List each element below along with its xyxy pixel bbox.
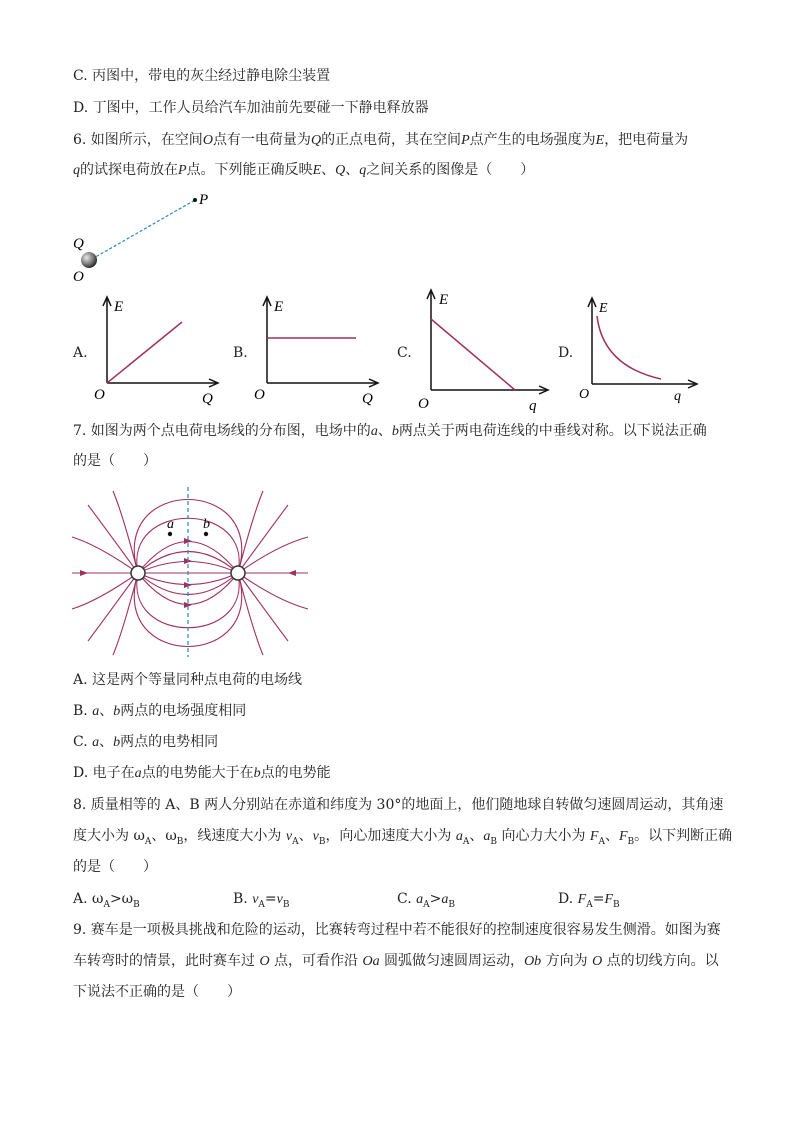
field-lines (72, 491, 308, 655)
point-b-label: b (203, 517, 210, 532)
svg-text:O: O (418, 396, 429, 412)
point-charge-ball (81, 252, 97, 268)
q6-charge-figure (65, 188, 225, 288)
graph-c-line (431, 319, 515, 390)
svg-text:Q: Q (202, 391, 213, 407)
q7-stem-line2: 的是（ ） (73, 453, 157, 469)
graph-a-line (107, 322, 182, 383)
point-p-label: P (199, 192, 209, 208)
q6-graph-c (416, 286, 556, 416)
q6-graph-b (252, 293, 387, 408)
charge-right (231, 566, 245, 580)
point-a (168, 532, 172, 536)
q7-field-lines-figure (68, 485, 313, 660)
q7-option-c: C. a、b两点的电势相同 (73, 734, 219, 750)
q5-option-d: D. 丁图中，工作人员给汽车加油前先要碰一下静电释放器 (73, 100, 429, 116)
svg-text:E: E (274, 299, 284, 315)
svg-text:Q: Q (362, 391, 373, 407)
q6-option-c-letter: C. (397, 345, 412, 361)
q8-option-a: A. $\omega_A>\omega_B$ (73, 891, 140, 910)
svg-text:q: q (529, 398, 537, 414)
svg-text:O: O (254, 387, 265, 403)
q9-stem-line2: 车转弯时的情景，此时赛车过 O 点，可看作沿 Oa 圆弧做匀速圆周运动，Ob 方向为 O 点的切线方向。以 (73, 953, 719, 969)
svg-text:E: E (439, 292, 449, 308)
charge-left (131, 566, 145, 580)
q7-stem-line1: 7. 如图为两个点电荷电场线的分布图，电场中的a、b两点关于两电荷连线的中垂线对称。以下说法正确 (73, 423, 707, 439)
svg-text:q: q (674, 389, 681, 404)
origin-o-label: O (73, 269, 84, 285)
q6-graph-a (92, 293, 227, 408)
q8-stem-line3: 的是（ ） (73, 859, 157, 875)
svg-text:O: O (579, 387, 590, 402)
q8-stem-line1: 8. 质量相等的 A、B 两人分别站在赤道和纬度为 30°的地面上，他们随地球自转做匀速圆周运动，其角速 (73, 797, 724, 813)
q8-option-d: D. $F_A=F_B$ (558, 891, 620, 910)
svg-text:E: E (114, 299, 124, 315)
q7-option-b: B. a、b两点的电场强度相同 (73, 703, 247, 719)
point-b (204, 532, 208, 536)
q7-option-a: A. 这是两个等量同种点电荷的电场线 (73, 672, 303, 688)
svg-text:O: O (94, 387, 105, 403)
q8-stem-line2: 度大小为 $\omega_A$、$\omega_B$，线速度大小为 $v_A$、$v_B$，向心加速度大小为 $a_A$、$a_B$ 向心力大小为 $F_A$、$F_B$。以下判断正确 (73, 828, 733, 847)
q8-option-b: B. $v_A=v_B$ (233, 891, 290, 910)
q6-stem-line1: 6. 如图所示，在空间O点有一电荷量为Q的正点电荷，其在空间P点产生的电场强度为E，把电荷量为 (73, 132, 689, 148)
q6-graph-d (577, 294, 702, 404)
q5-option-c: C. 丙图中，带电的灰尘经过静电除尘装置 (73, 68, 331, 84)
q9-stem-line3: 下说法不正确的是（ ） (73, 984, 241, 1000)
q6-option-a-letter: A. (73, 345, 88, 361)
q6-stem-line2: q的试探电荷放在P点。下列能正确反映E、Q、q之间关系的图像是（ ） (73, 162, 535, 178)
q6-option-b-letter: B. (233, 345, 248, 361)
point-a-label: a (167, 517, 174, 532)
q7-option-d: D. 电子在a点的电势能大于在b点的电势能 (73, 765, 331, 781)
charge-q-label: Q (73, 236, 84, 252)
q6-option-d-letter: D. (558, 345, 574, 361)
q8-option-c: C. $a_A>a_B$ (397, 891, 455, 910)
graph-d-curve (597, 316, 661, 379)
svg-text:E: E (599, 301, 608, 316)
q9-stem-line1: 9. 赛车是一项极具挑战和危险的运动，比赛转弯过程中若不能很好的控制速度很容易发生侧滑。如图为赛 (73, 922, 721, 938)
